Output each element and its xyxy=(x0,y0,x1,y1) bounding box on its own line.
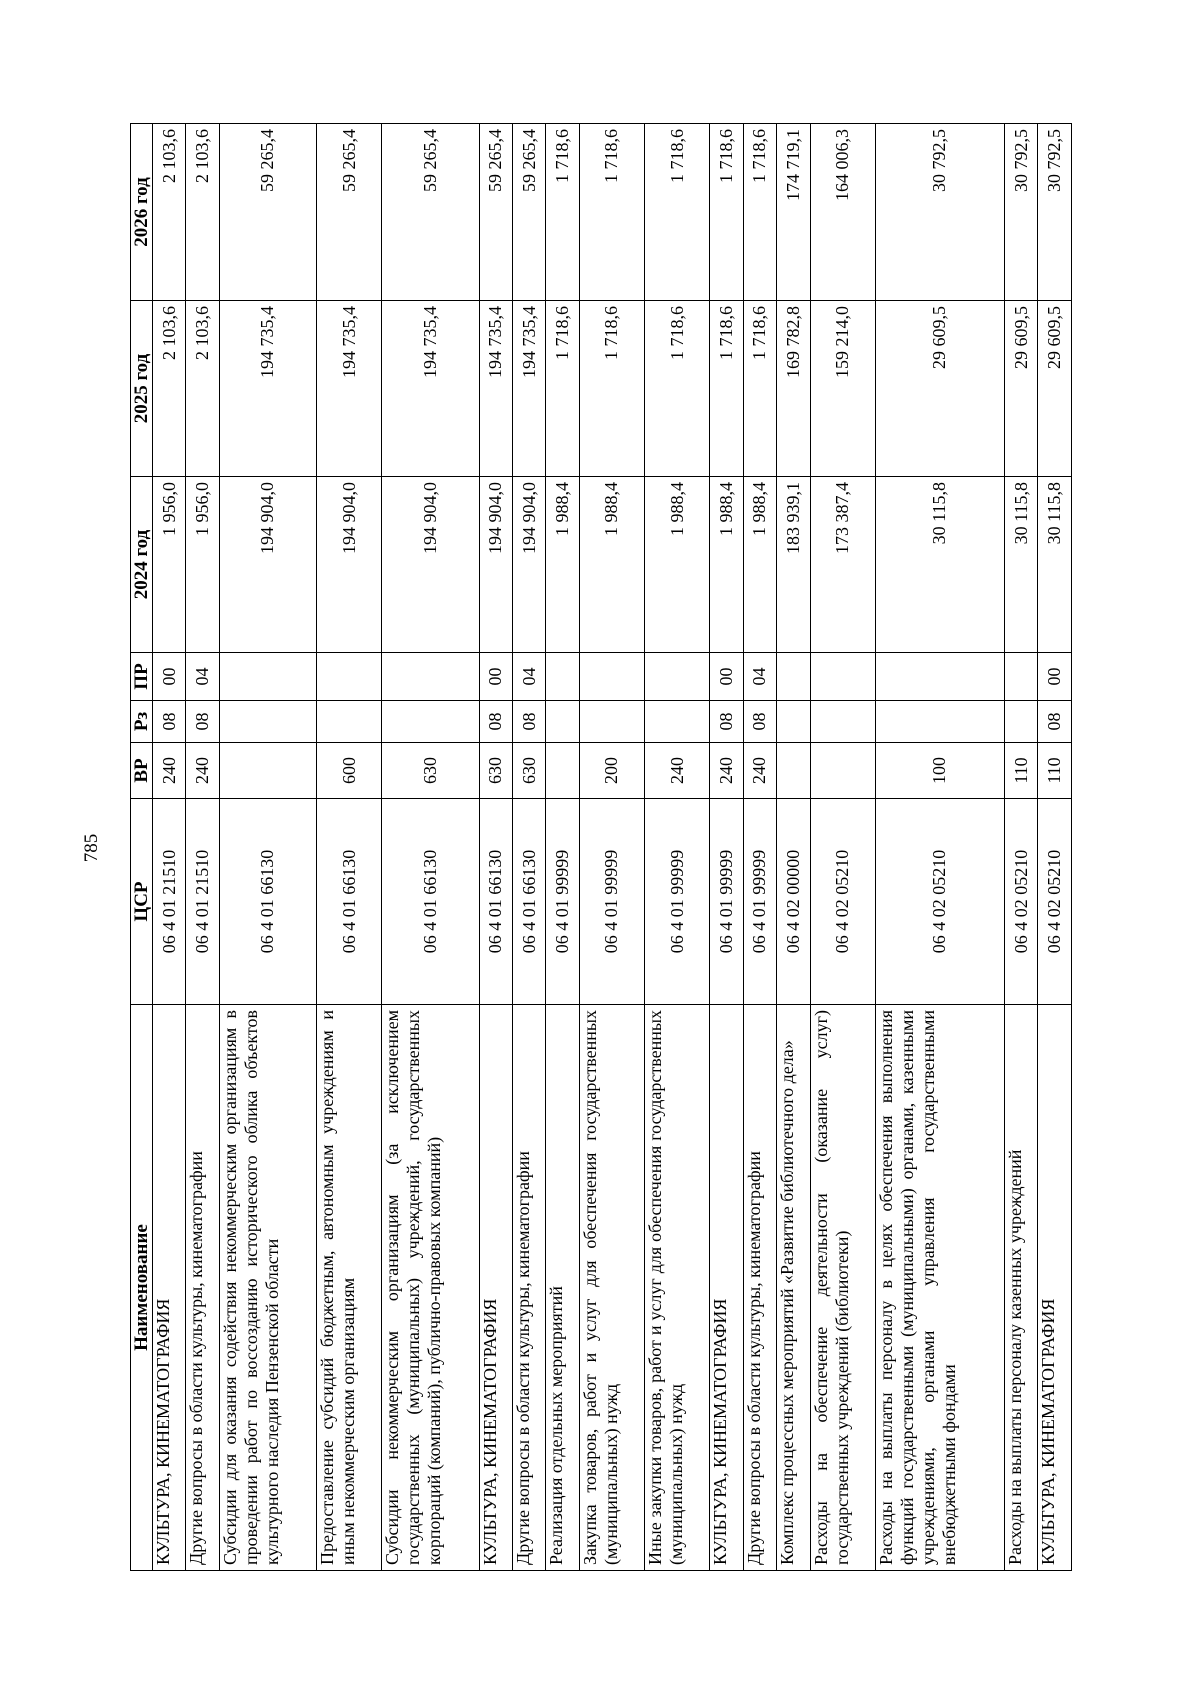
cell-vr xyxy=(546,743,579,799)
cell-name: КУЛЬТУРА, КИНЕМАТОГРАФИЯ xyxy=(153,1005,186,1571)
header-2024: 2024 год xyxy=(131,477,153,653)
cell-name: Субсидии некоммерческим организациям (за исключением государственных (муниципальных) учреждений, государственных корпораций (компаний), публично-правовых компаний) xyxy=(382,1005,479,1571)
cell-name: Иные закупки товаров, работ и услуг для обеспечения государственных (муниципальных) нужд xyxy=(645,1005,710,1571)
cell-2025: 29 609,5 xyxy=(1005,301,1038,477)
cell-2026: 1 718,6 xyxy=(710,124,743,301)
header-vr: ВР xyxy=(131,743,153,799)
cell-vr: 630 xyxy=(382,743,479,799)
cell-name: КУЛЬТУРА, КИНЕМАТОГРАФИЯ xyxy=(479,1005,512,1571)
cell-vr: 100 xyxy=(875,743,1004,799)
cell-2024: 1 956,0 xyxy=(153,477,186,653)
cell-csr: 06 4 01 99999 xyxy=(645,799,710,1005)
cell-name: Расходы на выплаты персоналу казенных учреждений xyxy=(1005,1005,1038,1571)
table-row xyxy=(1005,124,1038,1571)
cell-pr: 04 xyxy=(186,653,219,701)
cell-2025: 29 609,5 xyxy=(875,301,1004,477)
cell-vr: 200 xyxy=(579,743,644,799)
cell-2025: 2 103,6 xyxy=(153,301,186,477)
table-row xyxy=(546,124,579,1571)
cell-rz xyxy=(317,701,382,743)
table-row xyxy=(382,124,479,1571)
cell-2025: 194 735,4 xyxy=(317,301,382,477)
cell-csr: 06 4 01 66130 xyxy=(382,799,479,1005)
cell-vr xyxy=(777,743,810,799)
cell-2026: 2 103,6 xyxy=(153,124,186,301)
table-row xyxy=(777,124,810,1571)
cell-name: КУЛЬТУРА, КИНЕМАТОГРАФИЯ xyxy=(710,1005,743,1571)
cell-rz xyxy=(382,701,479,743)
table-row xyxy=(512,124,545,1571)
cell-vr: 240 xyxy=(743,743,776,799)
cell-csr: 06 4 01 99999 xyxy=(546,799,579,1005)
cell-pr: 04 xyxy=(743,653,776,701)
cell-2026: 30 792,5 xyxy=(875,124,1004,301)
cell-pr: 00 xyxy=(153,653,186,701)
cell-2024: 30 115,8 xyxy=(1005,477,1038,653)
cell-2024: 1 988,4 xyxy=(645,477,710,653)
cell-vr: 630 xyxy=(479,743,512,799)
cell-2026: 1 718,6 xyxy=(579,124,644,301)
cell-name: Реализация отдельных мероприятий xyxy=(546,1005,579,1571)
cell-2024: 183 939,1 xyxy=(777,477,810,653)
cell-name: Другие вопросы в области культуры, кинематографии xyxy=(743,1005,776,1571)
cell-pr xyxy=(645,653,710,701)
cell-pr xyxy=(875,653,1004,701)
cell-rz: 08 xyxy=(153,701,186,743)
cell-name: Другие вопросы в области культуры, кинематографии xyxy=(512,1005,545,1571)
cell-2026: 2 103,6 xyxy=(186,124,219,301)
cell-2024: 1 956,0 xyxy=(186,477,219,653)
cell-name: Предоставление субсидий бюджетным, автономным учреждениям и иным некоммерческим организациям xyxy=(317,1005,382,1571)
cell-2024: 30 115,8 xyxy=(875,477,1004,653)
cell-name: Закупка товаров, работ и услуг для обеспечения государственных (муниципальных) нужд xyxy=(579,1005,644,1571)
cell-2024: 1 988,4 xyxy=(546,477,579,653)
table-header-row xyxy=(131,124,153,1571)
cell-name: Расходы на обеспечение деятельности (оказание услуг) государственных учреждений (библиотеки) xyxy=(810,1005,875,1571)
cell-name: КУЛЬТУРА, КИНЕМАТОГРАФИЯ xyxy=(1038,1005,1072,1571)
cell-2025: 2 103,6 xyxy=(186,301,219,477)
cell-csr: 06 4 01 21510 xyxy=(153,799,186,1005)
cell-csr: 06 4 02 05210 xyxy=(1005,799,1038,1005)
cell-csr: 06 4 02 00000 xyxy=(777,799,810,1005)
table-row xyxy=(219,124,316,1571)
cell-rz xyxy=(875,701,1004,743)
cell-2024: 1 988,4 xyxy=(743,477,776,653)
cell-csr: 06 4 02 05210 xyxy=(810,799,875,1005)
cell-pr: 04 xyxy=(512,653,545,701)
cell-2024: 194 904,0 xyxy=(479,477,512,653)
cell-csr: 06 4 01 66130 xyxy=(479,799,512,1005)
cell-pr: 00 xyxy=(479,653,512,701)
cell-2024: 194 904,0 xyxy=(382,477,479,653)
cell-csr: 06 4 01 99999 xyxy=(579,799,644,1005)
cell-2026: 59 265,4 xyxy=(479,124,512,301)
cell-pr xyxy=(777,653,810,701)
cell-vr: 110 xyxy=(1005,743,1038,799)
cell-2025: 1 718,6 xyxy=(743,301,776,477)
cell-2025: 29 609,5 xyxy=(1038,301,1072,477)
cell-rz: 08 xyxy=(479,701,512,743)
cell-2026: 164 006,3 xyxy=(810,124,875,301)
cell-pr xyxy=(317,653,382,701)
cell-2025: 194 735,4 xyxy=(219,301,316,477)
table-row xyxy=(875,124,1004,1571)
table-row xyxy=(710,124,743,1571)
rotated-table-container xyxy=(130,124,1072,1571)
cell-csr: 06 4 01 99999 xyxy=(710,799,743,1005)
cell-vr xyxy=(810,743,875,799)
cell-pr xyxy=(1005,653,1038,701)
cell-vr: 110 xyxy=(1038,743,1072,799)
table-row xyxy=(579,124,644,1571)
cell-vr: 600 xyxy=(317,743,382,799)
cell-name: Расходы на выплаты персоналу в целях обеспечения выполнения функций государственными (муниципальными) органами, казенными учреждениями, органами управления государственными внебюджетными фондами xyxy=(875,1005,1004,1571)
cell-csr: 06 4 01 66130 xyxy=(512,799,545,1005)
cell-pr xyxy=(579,653,644,701)
table-row xyxy=(810,124,875,1571)
cell-pr: 00 xyxy=(1038,653,1072,701)
cell-2026: 1 718,6 xyxy=(743,124,776,301)
cell-2025: 169 782,8 xyxy=(777,301,810,477)
cell-pr: 00 xyxy=(710,653,743,701)
cell-rz xyxy=(579,701,644,743)
cell-csr: 06 4 01 99999 xyxy=(743,799,776,1005)
table-row xyxy=(645,124,710,1571)
header-name: Наименование xyxy=(131,1005,153,1571)
cell-2026: 30 792,5 xyxy=(1038,124,1072,301)
cell-vr: 240 xyxy=(153,743,186,799)
table-row xyxy=(186,124,219,1571)
cell-pr xyxy=(810,653,875,701)
cell-2024: 194 904,0 xyxy=(512,477,545,653)
table-row xyxy=(153,124,186,1571)
page-number: 785 xyxy=(81,833,102,863)
header-rz: Рз xyxy=(131,701,153,743)
cell-rz xyxy=(810,701,875,743)
cell-2025: 1 718,6 xyxy=(710,301,743,477)
cell-2026: 30 792,5 xyxy=(1005,124,1038,301)
cell-pr xyxy=(219,653,316,701)
cell-csr: 06 4 01 66130 xyxy=(317,799,382,1005)
table-row xyxy=(479,124,512,1571)
cell-2024: 1 988,4 xyxy=(710,477,743,653)
cell-vr: 630 xyxy=(512,743,545,799)
cell-name: Другие вопросы в области культуры, кинематографии xyxy=(186,1005,219,1571)
header-2025: 2025 год xyxy=(131,301,153,477)
cell-vr: 240 xyxy=(645,743,710,799)
cell-pr xyxy=(382,653,479,701)
cell-2026: 59 265,4 xyxy=(219,124,316,301)
cell-2026: 1 718,6 xyxy=(645,124,710,301)
cell-2026: 59 265,4 xyxy=(317,124,382,301)
cell-rz xyxy=(645,701,710,743)
cell-rz: 08 xyxy=(710,701,743,743)
cell-2024: 1 988,4 xyxy=(579,477,644,653)
cell-2025: 159 214,0 xyxy=(810,301,875,477)
cell-rz xyxy=(777,701,810,743)
cell-2025: 194 735,4 xyxy=(382,301,479,477)
cell-rz: 08 xyxy=(743,701,776,743)
cell-2026: 59 265,4 xyxy=(512,124,545,301)
cell-rz xyxy=(219,701,316,743)
cell-2024: 194 904,0 xyxy=(317,477,382,653)
cell-2025: 194 735,4 xyxy=(479,301,512,477)
table-body xyxy=(153,124,1072,1571)
cell-rz: 08 xyxy=(186,701,219,743)
cell-2025: 1 718,6 xyxy=(645,301,710,477)
cell-2024: 194 904,0 xyxy=(219,477,316,653)
cell-csr: 06 4 02 05210 xyxy=(875,799,1004,1005)
cell-2025: 1 718,6 xyxy=(579,301,644,477)
cell-pr xyxy=(546,653,579,701)
cell-rz xyxy=(546,701,579,743)
table-row xyxy=(1038,124,1072,1571)
cell-2024: 30 115,8 xyxy=(1038,477,1072,653)
cell-vr: 240 xyxy=(186,743,219,799)
cell-rz: 08 xyxy=(512,701,545,743)
table-row xyxy=(317,124,382,1571)
header-pr: ПР xyxy=(131,653,153,701)
cell-2026: 174 719,1 xyxy=(777,124,810,301)
cell-rz: 08 xyxy=(1038,701,1072,743)
budget-table xyxy=(130,123,1072,1571)
cell-rz xyxy=(1005,701,1038,743)
header-csr: ЦСР xyxy=(131,799,153,1005)
cell-name: Субсидии для оказания содействия некоммерческим организациям в проведении работ по воссозданию исторического облика объектов культурного наследия Пензенской области xyxy=(219,1005,316,1571)
cell-csr: 06 4 02 05210 xyxy=(1038,799,1072,1005)
cell-2026: 59 265,4 xyxy=(382,124,479,301)
cell-2024: 173 387,4 xyxy=(810,477,875,653)
cell-csr: 06 4 01 66130 xyxy=(219,799,316,1005)
table-row xyxy=(743,124,776,1571)
cell-2025: 194 735,4 xyxy=(512,301,545,477)
header-2026: 2026 год xyxy=(131,124,153,301)
cell-csr: 06 4 01 21510 xyxy=(186,799,219,1005)
cell-2025: 1 718,6 xyxy=(546,301,579,477)
cell-name: Комплекс процессных мероприятий «Развитие библиотечного дела» xyxy=(777,1005,810,1571)
cell-2026: 1 718,6 xyxy=(546,124,579,301)
cell-vr: 240 xyxy=(710,743,743,799)
cell-vr xyxy=(219,743,316,799)
